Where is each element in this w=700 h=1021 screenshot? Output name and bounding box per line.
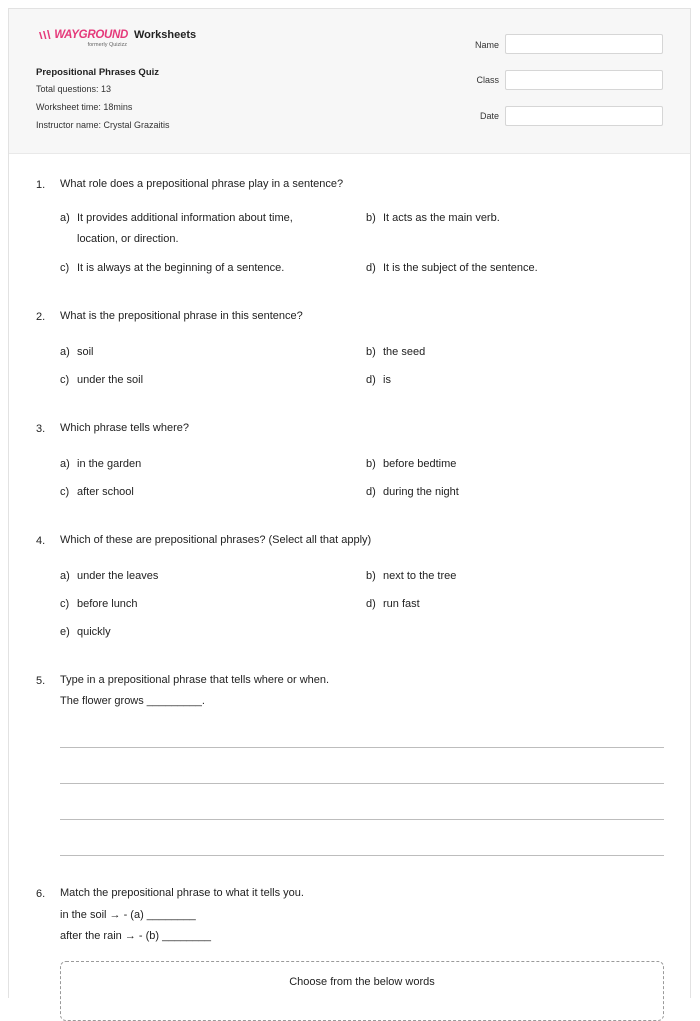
match-item-b: after the rain → - (b) ________ bbox=[60, 930, 212, 942]
option-3a[interactable] bbox=[60, 454, 317, 475]
option-3c[interactable] bbox=[60, 482, 317, 503]
option-text: run fast bbox=[383, 598, 420, 610]
wayground-logo bbox=[36, 29, 128, 48]
option-2c[interactable] bbox=[60, 370, 317, 391]
option-letter: a) bbox=[60, 570, 70, 582]
option-letter: c) bbox=[60, 486, 70, 498]
date-field[interactable] bbox=[505, 106, 663, 126]
logo-mark-icon bbox=[38, 30, 52, 40]
answer-line-1[interactable] bbox=[60, 747, 664, 748]
option-text: quickly bbox=[77, 626, 111, 638]
option-text: soil bbox=[77, 346, 94, 358]
option-text: It acts as the main verb. bbox=[383, 212, 500, 224]
option-text: under the soil bbox=[77, 374, 144, 386]
name-label: Name bbox=[474, 40, 499, 50]
option-text: under the leaves bbox=[77, 570, 159, 582]
worksheet-page bbox=[8, 8, 691, 998]
option-text: the seed bbox=[383, 346, 426, 358]
match-item-a: in the soil → - (a) ________ bbox=[60, 909, 196, 921]
question-text: What is the prepositional phrase in this sentence? bbox=[60, 310, 303, 322]
option-4c[interactable] bbox=[60, 594, 317, 615]
question-text: What role does a prepositional phrase play in a sentence? bbox=[60, 178, 344, 190]
option-letter: d) bbox=[366, 374, 376, 386]
option-letter: b) bbox=[366, 458, 376, 470]
option-text: before lunch bbox=[77, 598, 138, 610]
question-number: 6. bbox=[36, 888, 46, 900]
option-4a[interactable] bbox=[60, 566, 317, 587]
logo-subtext: formerly Quizizz bbox=[87, 42, 127, 48]
option-1d[interactable] bbox=[366, 258, 623, 279]
option-text: is bbox=[383, 374, 391, 386]
option-letter: c) bbox=[60, 374, 70, 386]
question-prompt-line: The flower grows _________. bbox=[60, 695, 205, 707]
question-text: Type in a prepositional phrase that tells where or when. bbox=[60, 674, 330, 686]
option-4d[interactable] bbox=[366, 594, 623, 615]
option-2b[interactable] bbox=[366, 342, 623, 363]
option-text: before bedtime bbox=[383, 458, 457, 470]
question-text: Which phrase tells where? bbox=[60, 422, 190, 434]
option-letter: e) bbox=[60, 626, 70, 638]
class-field[interactable] bbox=[505, 70, 663, 90]
option-letter: b) bbox=[366, 346, 376, 358]
logo-text: WAYGROUND bbox=[54, 29, 128, 41]
instructor-name: Instructor name: Crystal Grazaitis bbox=[36, 120, 170, 130]
question-number: 5. bbox=[36, 675, 46, 687]
option-text: It provides additional information about time, location, or direction. bbox=[77, 212, 293, 245]
class-label: Class bbox=[476, 75, 499, 85]
option-text: after school bbox=[77, 486, 134, 498]
question-number: 3. bbox=[36, 423, 46, 435]
option-1b[interactable] bbox=[366, 208, 623, 229]
option-letter: a) bbox=[60, 212, 70, 224]
option-text: next to the tree bbox=[383, 570, 457, 582]
option-3d[interactable] bbox=[366, 482, 623, 503]
logo-wordmark bbox=[38, 29, 128, 41]
option-letter: b) bbox=[366, 212, 376, 224]
option-4e[interactable] bbox=[60, 622, 317, 643]
option-1c[interactable] bbox=[60, 258, 317, 279]
option-text: in the garden bbox=[77, 458, 142, 470]
option-letter: d) bbox=[366, 598, 376, 610]
date-label: Date bbox=[479, 111, 499, 121]
worksheet-time: Worksheet time: 18mins bbox=[36, 102, 133, 112]
option-letter: c) bbox=[60, 598, 70, 610]
question-number: 4. bbox=[36, 535, 46, 547]
option-text: It is the subject of the sentence. bbox=[383, 262, 538, 274]
question-text: Which of these are prepositional phrases? (Select all that apply) bbox=[60, 534, 372, 546]
option-4b[interactable] bbox=[366, 566, 623, 587]
option-2d[interactable] bbox=[366, 370, 623, 391]
answer-line-2[interactable] bbox=[60, 783, 664, 784]
answer-line-3[interactable] bbox=[60, 819, 664, 820]
app-title: Worksheets bbox=[134, 29, 197, 41]
question-number: 2. bbox=[36, 311, 46, 323]
option-letter: c) bbox=[60, 262, 70, 274]
option-text: It is always at the beginning of a sentence. bbox=[77, 262, 285, 274]
answer-line-4[interactable] bbox=[60, 855, 664, 856]
total-questions: Total questions: 13 bbox=[36, 84, 112, 94]
option-letter: d) bbox=[366, 486, 376, 498]
worksheet-header bbox=[9, 9, 690, 154]
option-letter: d) bbox=[366, 262, 376, 274]
option-3b[interactable] bbox=[366, 454, 623, 475]
option-letter: a) bbox=[60, 346, 70, 358]
name-field[interactable] bbox=[505, 34, 663, 54]
question-number: 1. bbox=[36, 179, 46, 191]
option-2a[interactable] bbox=[60, 342, 317, 363]
question-text: Match the prepositional phrase to what it tells you. bbox=[60, 887, 304, 899]
option-1a[interactable] bbox=[60, 208, 317, 250]
word-bank-title: Choose from the below words bbox=[289, 976, 435, 988]
option-letter: a) bbox=[60, 458, 70, 470]
option-text: during the night bbox=[383, 486, 459, 498]
brand-row bbox=[36, 29, 196, 48]
option-letter: b) bbox=[366, 570, 376, 582]
word-bank-box bbox=[60, 961, 664, 1021]
quiz-title: Prepositional Phrases Quiz bbox=[36, 67, 160, 78]
